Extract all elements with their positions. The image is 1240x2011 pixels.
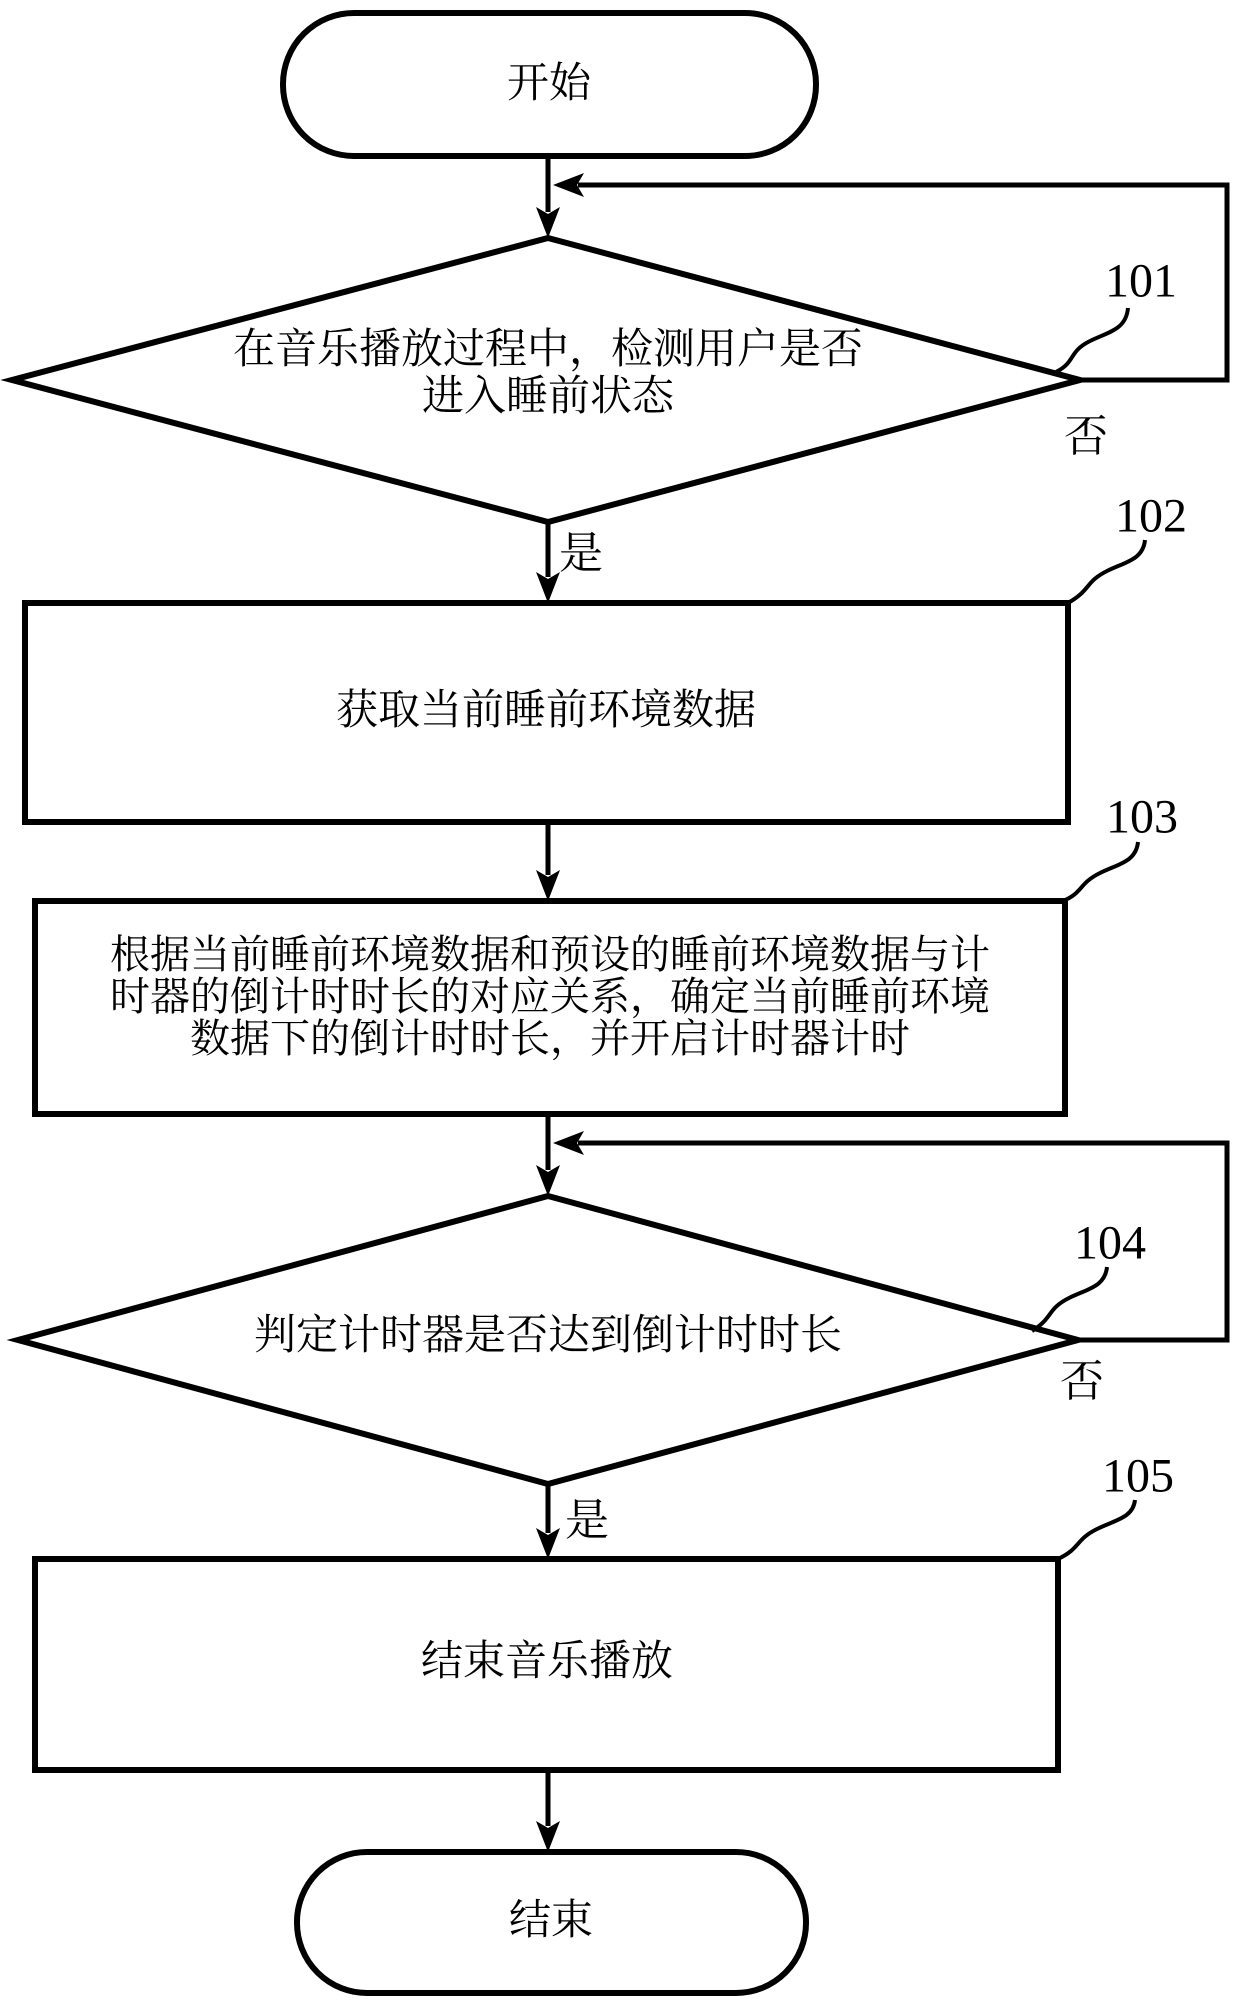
end-label: 结束 xyxy=(508,1898,594,1945)
decision-104-label: 判定计时器是否达到倒计时时长 xyxy=(253,1313,843,1360)
ref-number-104: 104 xyxy=(1074,1216,1146,1270)
leader-line-101 xyxy=(1056,308,1128,372)
start-label: 开始 xyxy=(506,61,592,108)
process-102-label: 获取当前睡前环境数据 xyxy=(335,688,757,735)
ref-number-102: 102 xyxy=(1115,489,1187,543)
branch-no-104: 否 xyxy=(1060,1357,1104,1407)
ref-number-105: 105 xyxy=(1102,1449,1174,1503)
leader-line-102 xyxy=(1068,540,1145,603)
decision-101-label: 在音乐播放过程中，检测用户是否 进入睡前状态 xyxy=(232,327,864,420)
leader-line-105 xyxy=(1058,1500,1135,1559)
ref-number-103: 103 xyxy=(1106,790,1178,844)
branch-no-101: 否 xyxy=(1064,412,1108,462)
process-105-label: 结束音乐播放 xyxy=(420,1639,674,1686)
leader-line-104 xyxy=(1032,1267,1107,1331)
leader-line-103 xyxy=(1063,842,1138,901)
process-103-label: 根据当前睡前环境数据和预设的睡前环境数据与计 时器的倒计时时长的对应关系，确定当前睡前环境 数据下的倒计时时长，并开启计时器计时 xyxy=(110,932,990,1061)
ref-number-101: 101 xyxy=(1105,254,1177,308)
branch-yes-101: 是 xyxy=(559,529,603,579)
branch-yes-104: 是 xyxy=(565,1496,609,1546)
